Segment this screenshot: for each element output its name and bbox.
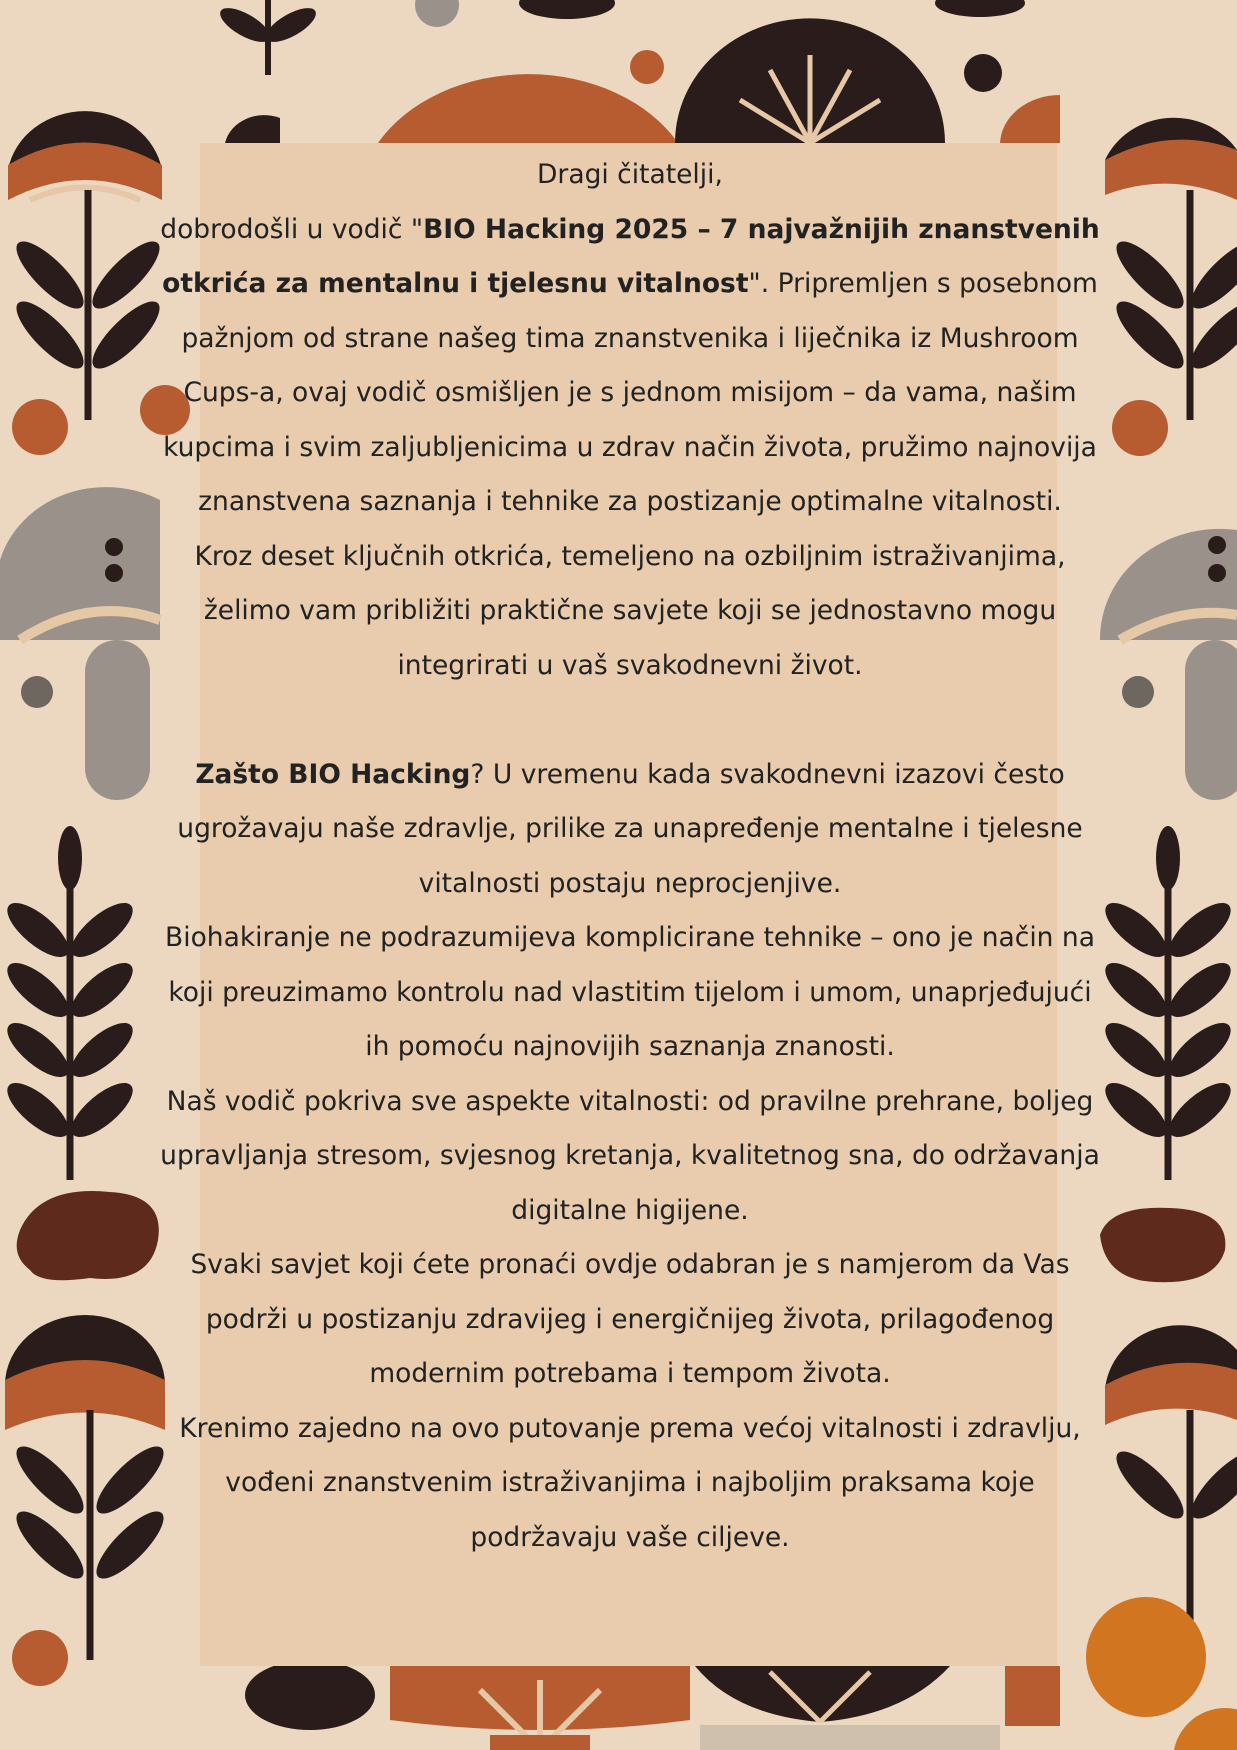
right-rust-dot-icon xyxy=(1112,400,1168,456)
bottom-stem-icon xyxy=(490,1735,590,1750)
intro-body: Pripremljen s posebnom pažnjom od strane našeg tima znanstvenika i liječnika iz Mushroom Cups-a, ovaj vodič osmišljen je s jednom misijom – da vama, našim kupcima i svim zaljubljenicima u zdrav način života, pružimo najnovija znanstvena saznanja i tehnike za postizanje optimalne vitalnosti. xyxy=(163,268,1098,517)
welcome-prefix: dobrodošli u vodič " xyxy=(160,213,424,245)
left-rust-dot-icon xyxy=(12,399,68,455)
definition-paragraph: Biohakiranje ne podrazumijeva komplicirane tehnike – ono je način na koji preuzimamo kontrolu nad vlastitim tijelom i umom, unaprjeđujući ih pomoću najnovijih saznanja znanosti. xyxy=(165,922,1095,1062)
coverage-paragraph: Naš vodič pokriva sve aspekte vitalnosti: od pravilne prehrane, boljeg upravljanja stresom, svjesnog kretanja, kvalitetnog sna, do održavanja digitalne higijene. xyxy=(160,1085,1100,1226)
left-grey-dot-icon xyxy=(21,676,53,708)
advice-paragraph: Svaki savjet koji ćete pronaći ovdje odabran je s namjerom da Vas podrži u postizanju zdravijeg i energičnijeg života, prilagođenog modernim potrebama i tempom života. xyxy=(190,1249,1070,1389)
greeting: Dragi čitatelji, xyxy=(537,159,723,190)
welcome-paragraph xyxy=(160,203,1100,530)
why-heading-rest: ? U vremenu kada svakodnevni izazovi često ugrožavaju naše zdravlje, prilike za unapređenje mentalne i tjelesne vitalnosti postaju neprocjenjive. xyxy=(177,758,1083,899)
paragraph-gap xyxy=(160,693,1100,748)
why-heading: Zašto BIO Hacking xyxy=(195,758,471,790)
right-grey-dot-icon xyxy=(1122,676,1154,708)
closing-paragraph: Krenimo zajedno na ovo putovanje prema većoj vitalnosti i zdravlju, vođeni znanstvenim istraživanjima i najboljim praksama koje podržavaju vaše ciljeve. xyxy=(179,1412,1081,1553)
right-orange-dot-icon xyxy=(1086,1597,1206,1717)
bottom-dark-cap-icon xyxy=(245,1660,375,1730)
top-rust-dot-icon xyxy=(630,50,664,84)
guide-title: BIO Hacking 2025 – 7 najvažnijih znanstvenih otkrića za mentalnu i tjelesnu vitalnost xyxy=(162,213,1100,299)
left-rust-dot-icon-2 xyxy=(12,1630,68,1686)
welcome-suffix: ". xyxy=(748,268,770,299)
bottom-rust-block-icon xyxy=(1005,1666,1060,1726)
why-paragraph xyxy=(160,748,1100,912)
top-dark-dot-icon xyxy=(964,54,1002,92)
letter-body xyxy=(160,148,1100,1565)
discoveries-paragraph: Kroz deset ključnih otkrića, temeljeno na ozbiljnim istraživanjima, želimo vam približiti praktične savjete koji se jednostavno mogu integrirati u vaš svakodnevni život. xyxy=(194,540,1066,681)
right-brown-blob-icon xyxy=(1100,1208,1225,1283)
